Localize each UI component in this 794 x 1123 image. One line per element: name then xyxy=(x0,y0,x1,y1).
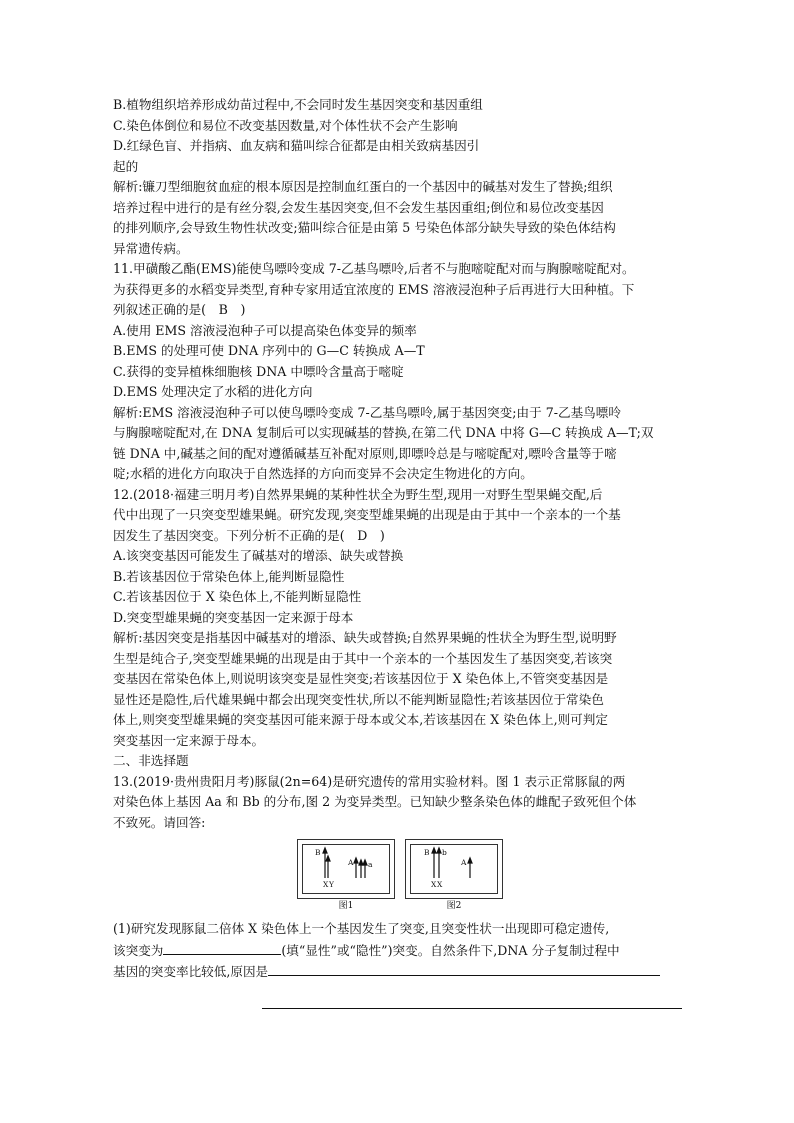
text-line: 显性还是隐性,后代雄果蝇中都会出现突变性状,所以不能判断显隐性;若该基因位于常染色 xyxy=(113,691,604,707)
gene-label-a: a xyxy=(368,860,373,869)
chromosome-label-X: X xyxy=(431,880,437,889)
text-line: C.若该基因位于 X 染色体上,不能判断显隐性 xyxy=(113,589,362,604)
text-line: B.若该基因位于常染色体上,能判断显隐性 xyxy=(113,568,345,584)
text-line: 培养过程中进行的是有丝分裂,会发生基因突变,但不会发生基因重组;倒位和易位改变基因 xyxy=(113,199,604,215)
text-line: 11.甲磺酸乙酯(EMS)能使鸟嘌呤变成 7-乙基鸟嘌呤,后者不与胞嘧啶配对而与胸腺嘧啶配对。 xyxy=(113,261,635,276)
question-1-line-2: 该突变为 (填“显性”或“隐性”)突变。自然条件下,DNA 分子复制过程中 xyxy=(113,940,685,962)
gene-label-B: B xyxy=(424,848,430,857)
text-line: 12.(2018·福建三明月考)自然界果蝇的某种性状全为野生型,现用一对野生型果蝇交配,后 xyxy=(113,486,603,502)
chromosome-label-X: X xyxy=(437,880,443,889)
text-line: 体上,则突变型雄果蝇的突变基因可能来源于母本或父本,若该基因在 X 染色体上,则可判定 xyxy=(113,712,608,727)
text-line: 对染色体上基因 Aa 和 Bb 的分布,图 2 为变异类型。已知缺少整条染色体的雌配子致死但个体 xyxy=(113,794,637,809)
figure-1 xyxy=(297,839,395,911)
figure-2-caption: 图2 xyxy=(446,901,462,911)
text-line: 为获得更多的水稻变异类型,育种专家用适宜浓度的 EMS 溶液浸泡种子后再进行大田种植。下 xyxy=(113,281,635,297)
text-line: D.突变型雄果蝇的突变基因一定来源于母本 xyxy=(113,609,354,625)
gene-label-A: A xyxy=(461,858,467,867)
text-line: C.获得的变异植株细胞核 DNA 中嘌呤含量高于嘧啶 xyxy=(113,363,404,379)
text-line: 变基因在常染色体上,则说明该突变是显性突变;若该基因位于 X 染色体上,不管突变基因是 xyxy=(113,671,609,686)
question-1-line-3: 基因的突变率比较低,原因是 xyxy=(113,961,685,983)
text-line: 二、非选择题 xyxy=(113,753,189,768)
text-line: 因发生了基因突变。下列分析不正确的是( D ) xyxy=(113,527,385,543)
gene-label-A: A xyxy=(348,858,354,867)
figure-2 xyxy=(405,839,503,911)
figure-2-chromosomes xyxy=(406,840,502,898)
answer-blank[interactable] xyxy=(163,940,281,955)
text-block xyxy=(113,95,685,833)
text-line: 不致死。请回答: xyxy=(113,814,206,830)
answer-blank[interactable] xyxy=(268,961,660,976)
text-line: C.染色体倒位和易位不改变基因数量,对个体性状不会产生影响 xyxy=(113,117,458,133)
text-line: 列叙述正确的是( B ) xyxy=(113,302,246,317)
gene-label-B: B xyxy=(315,848,321,857)
text-line: 啶;水稻的进化方向取决于自然选择的方向而变异不会决定生物进化的方向。 xyxy=(113,466,533,481)
text-line: B.EMS 的处理可使 DNA 序列中的 G—C 转换成 A—T xyxy=(113,343,425,358)
question-1-line-1: (1)研究发现豚鼠二倍体 X 染色体上一个基因发生了突变,且突变性状一出现即可稳定遗传, xyxy=(113,921,610,936)
text-line: A.使用 EMS 溶液浸泡种子可以提高染色体变异的频率 xyxy=(113,322,417,338)
text-line: 异常遗传病。 xyxy=(113,240,189,256)
text-line: 13.(2019·贵州贵阳月考)豚鼠(2n=64)是研究遗传的常用实验材料。图 1 表示正常豚鼠的两 xyxy=(113,773,626,789)
text-line: A.该突变基因可能发生了碱基对的增添、缺失或替换 xyxy=(113,548,404,563)
text-line: D.EMS 处理决定了水稻的进化方向 xyxy=(113,384,313,399)
answer-line[interactable] xyxy=(262,1008,682,1009)
text-line: 的排列顺序,会导致生物性状改变;猫叫综合征是由第 5 号染色体部分缺失导致的染色体结构 xyxy=(113,220,616,235)
text-line: 代中出现了一只突变型雄果蝇。研究发现,突变型雄果蝇的出现是由于其中一个亲本的一个基 xyxy=(113,507,621,522)
gene-label-b: b xyxy=(442,848,447,857)
text-line: 与胸腺嘧啶配对,在 DNA 复制后可以实现碱基的替换,在第二代 DNA 中将 G—C 转换成 A—T;双 xyxy=(113,425,654,440)
text-line: 解析:镰刀型细胞贫血症的根本原因是控制血红蛋白的一个基因中的碱基对发生了替换;组织 xyxy=(113,179,613,194)
text-line: 解析:EMS 溶液浸泡种子可以使鸟嘌呤变成 7-乙基鸟嘌呤,属于基因突变;由于 7-乙基鸟嘌呤 xyxy=(113,404,621,420)
text-line: D.红绿色盲、并指病、血友病和猫叫综合征都是由相关致病基因引 xyxy=(113,138,480,153)
figure-1-chromosomes xyxy=(298,840,394,898)
figures-row xyxy=(113,839,685,915)
text-line: 链 DNA 中,碱基之间的配对遵循碱基互补配对原则,即嘌呤总是与嘧啶配对,嘌呤含量等于嘧 xyxy=(113,445,617,461)
text-line: 突变基因一定来源于母本。 xyxy=(113,732,265,748)
text-line: 起的 xyxy=(113,158,139,174)
text-line: 解析:基因突变是指基因中碱基对的增添、缺失或替换;自然界果蝇的性状全为野生型,说明野 xyxy=(113,630,617,645)
chromosome-label-X: X xyxy=(323,880,329,889)
document-page xyxy=(113,95,685,983)
text-line: B.植物组织培养形成幼苗过程中,不会同时发生基因突变和基因重组 xyxy=(113,97,483,112)
text-line: 生型是纯合子,突变型雄果蝇的出现是由于其中一个亲本的一个基因发生了基因突变,若该突 xyxy=(113,650,613,666)
figure-1-caption: 图1 xyxy=(338,901,354,911)
chromosome-label-Y: Y xyxy=(329,880,334,889)
